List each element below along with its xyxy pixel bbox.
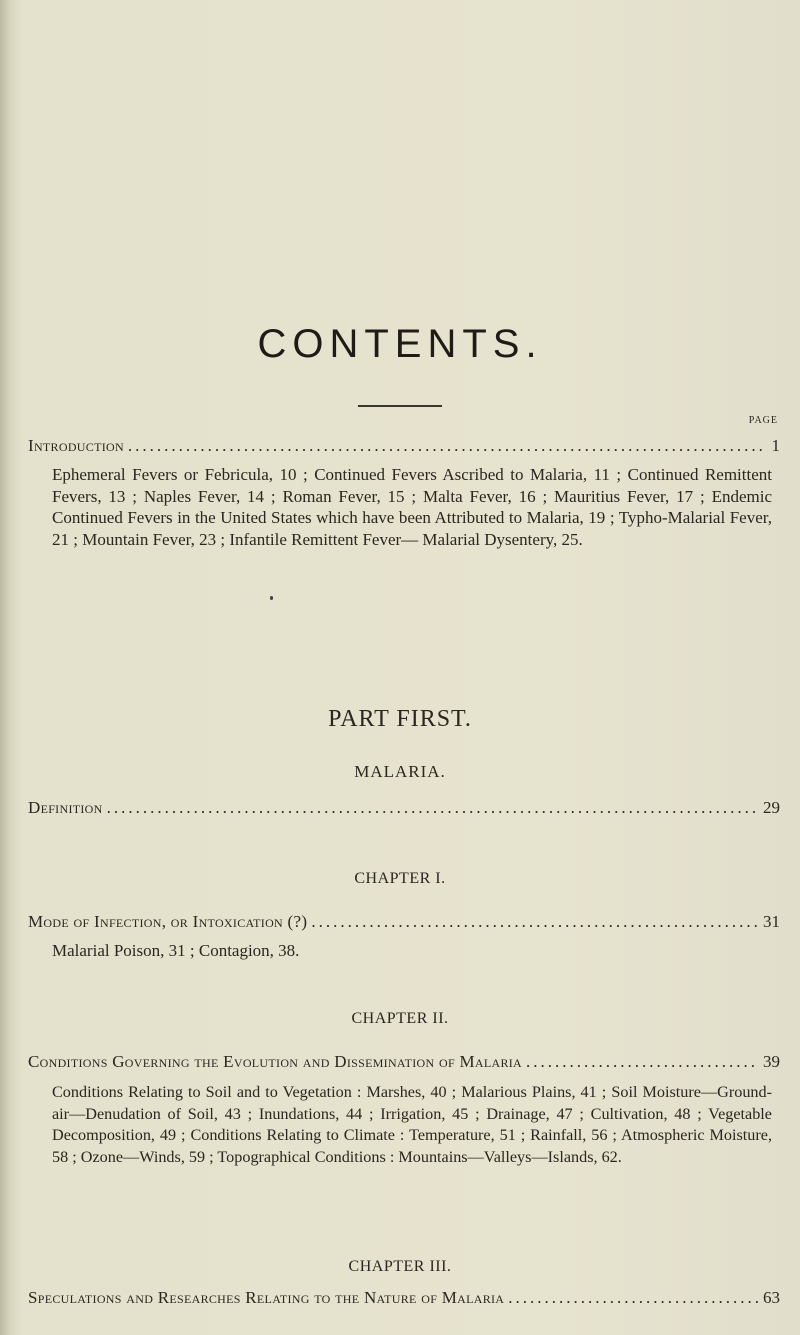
entry-title: Speculations and Researches Relating to the Nature of Malaria bbox=[28, 1288, 505, 1307]
toc-entry-chapter-2 bbox=[28, 1052, 780, 1072]
entry-page-number: 1 bbox=[771, 436, 780, 455]
toc-entry-definition bbox=[28, 798, 780, 818]
entry-title: Definition bbox=[28, 798, 103, 817]
part-title: PART FIRST. bbox=[328, 706, 472, 732]
toc-entry-introduction bbox=[28, 436, 780, 456]
ornament-dot bbox=[270, 596, 273, 600]
entry-title: Mode of Infection, or Intoxication (?) bbox=[28, 912, 308, 931]
page-heading: CONTENTS. bbox=[257, 322, 543, 366]
chapter-1-label: CHAPTER I. bbox=[354, 870, 446, 887]
dot-leader bbox=[107, 798, 759, 818]
toc-entry-chapter-3 bbox=[28, 1288, 780, 1308]
chapter-3-label: CHAPTER III. bbox=[348, 1258, 452, 1275]
introduction-description: Ephemeral Fevers or Febricula, 10 ; Continued Fevers Ascribed to Malaria, 11 ; Continued Remittent Fevers, 13 ; Naples Fever, 14 ; Roman Fever, 15 ; Malta Fever, 16 ; Mauritius Fever, 17 ; Endemic Continued Fevers in the United States which have been Attributed to Malaria, 19 ; Typho-Malarial Fever, 21 ; Mountain Fever, 23 ; Infantile Remittent Fever— Malarial Dysentery, 25. bbox=[52, 465, 772, 550]
entry-title: Conditions Governing the Evolution and Dissemination of Malaria bbox=[28, 1052, 523, 1071]
entry-page-number: 39 bbox=[763, 1052, 780, 1071]
chapter-1-description: Malarial Poison, 31 ; Contagion, 38. bbox=[52, 941, 300, 960]
entry-page-number: 29 bbox=[763, 798, 780, 817]
entry-page-number: 63 bbox=[763, 1288, 780, 1307]
toc-entry-chapter-1 bbox=[28, 912, 780, 932]
dot-leader bbox=[311, 912, 759, 932]
dot-leader bbox=[508, 1288, 759, 1308]
page-column-label: PAGE bbox=[748, 415, 778, 426]
entry-page-number: 31 bbox=[763, 912, 780, 931]
chapter-2-description: Conditions Relating to Soil and to Vegetation : Marshes, 40 ; Malarious Plains, 41 ; Soil Moisture—Ground-air—Denudation of Soil, 43 ; Inundations, 44 ; Irrigation, 45 ; Drainage, 47 ; Cultivation, 48 ; Vegetable Decomposition, 49 ; Conditions Relating to Climate : Temperature, 51 ; Rainfall, 56 ; Atmospheric Moisture, 58 ; Ozone—Winds, 59 ; Topographical Conditions : Mountains—Valleys—Islands, 62. bbox=[52, 1083, 772, 1167]
dot-leader bbox=[128, 436, 762, 456]
chapter-2-label: CHAPTER II. bbox=[351, 1010, 449, 1027]
part-subtitle: MALARIA. bbox=[354, 762, 446, 781]
entry-title: Introduction bbox=[28, 436, 124, 455]
heading-rule bbox=[358, 405, 442, 407]
dot-leader bbox=[526, 1052, 759, 1072]
